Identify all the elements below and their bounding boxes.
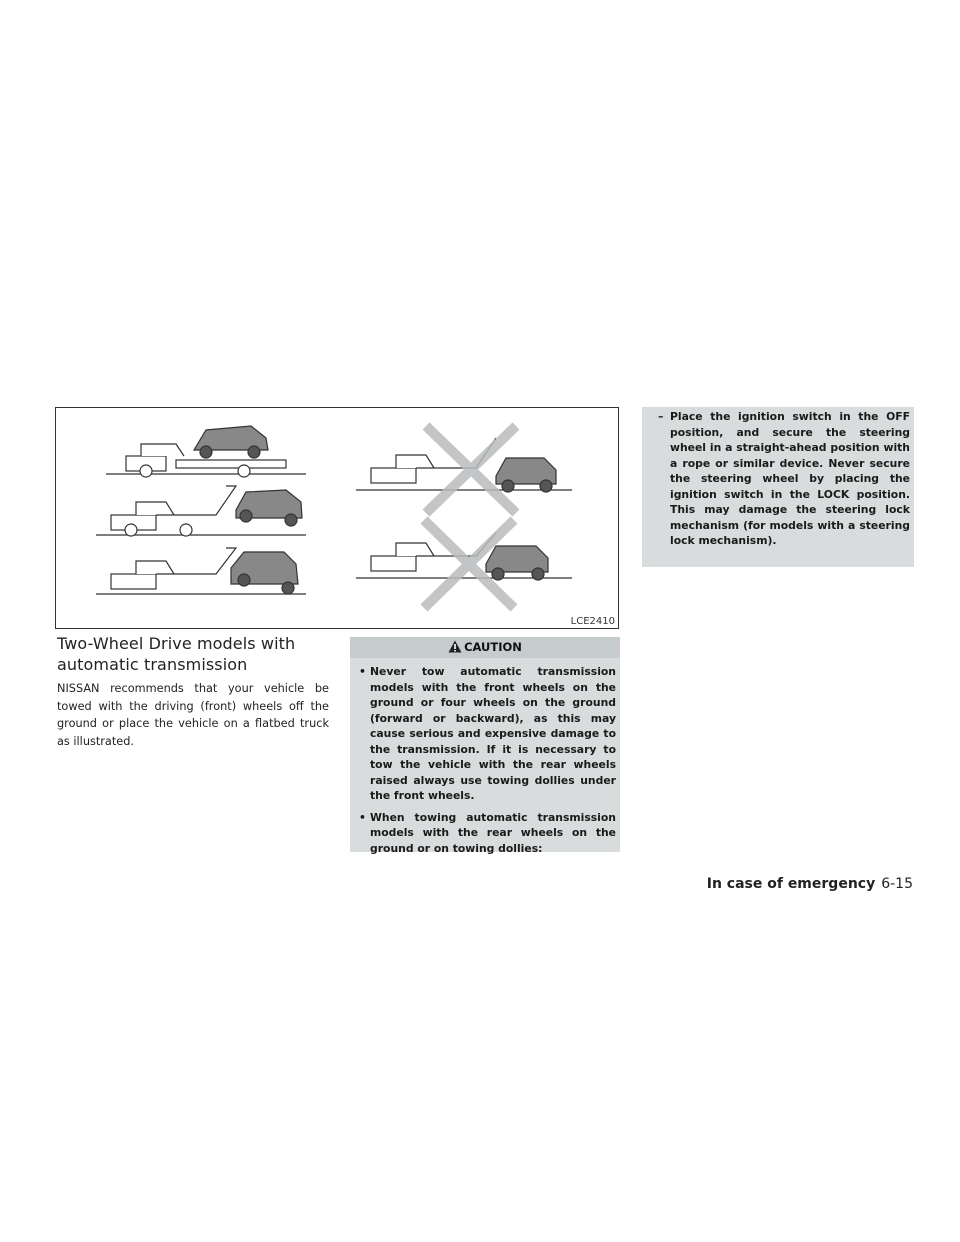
caution-title: CAUTION [464, 640, 522, 654]
section-heading: Two-Wheel Drive models with automatic transmission [57, 634, 296, 674]
caution-subitem-text: Place the ignition switch in the OFF position, and secure the steering wheel in a straight-ahead position with a rope or similar device. Never secure the steering wheel by placing the ignition switch in the LOCK position. This may damage the steering lock mechanism (for models with a steering lock mechanism). [670, 410, 910, 547]
warning-icon [448, 640, 462, 653]
caution-item [356, 810, 616, 857]
caution-item-text: When towing automatic transmission models with the rear wheels on the ground or on towing dollies: [370, 810, 616, 855]
body-paragraph: NISSAN recommends that your vehicle be towed with the driving (front) wheels off the ground or place the vehicle on a flatbed truck as illustrated. [57, 682, 329, 748]
figure-label: LCE2410 [570, 616, 615, 627]
section-name: In case of emergency [706, 876, 876, 892]
bullet-icon: • [359, 810, 366, 824]
caution-list [350, 658, 620, 856]
caution-subitem [642, 407, 914, 549]
dash-icon: – [658, 410, 664, 423]
page-number: 6-15 [881, 876, 913, 892]
bullet-icon: • [359, 665, 366, 678]
towing-illustration [55, 407, 619, 629]
caution-box [350, 637, 620, 855]
page-footer [707, 876, 913, 892]
caution-box-continued [642, 407, 914, 567]
towing-methods-drawing [56, 408, 618, 628]
caution-item-text: Never tow automatic transmission models with the front wheels on the ground or four wheels on the ground (forward or backward), as this may cause serious and expensive damage to the transmission. If it is necessary to tow the vehicle with the rear wheels raised always use towing dollies under the front wheels. [370, 665, 616, 802]
caution-item [356, 664, 616, 804]
caution-header [350, 637, 620, 658]
